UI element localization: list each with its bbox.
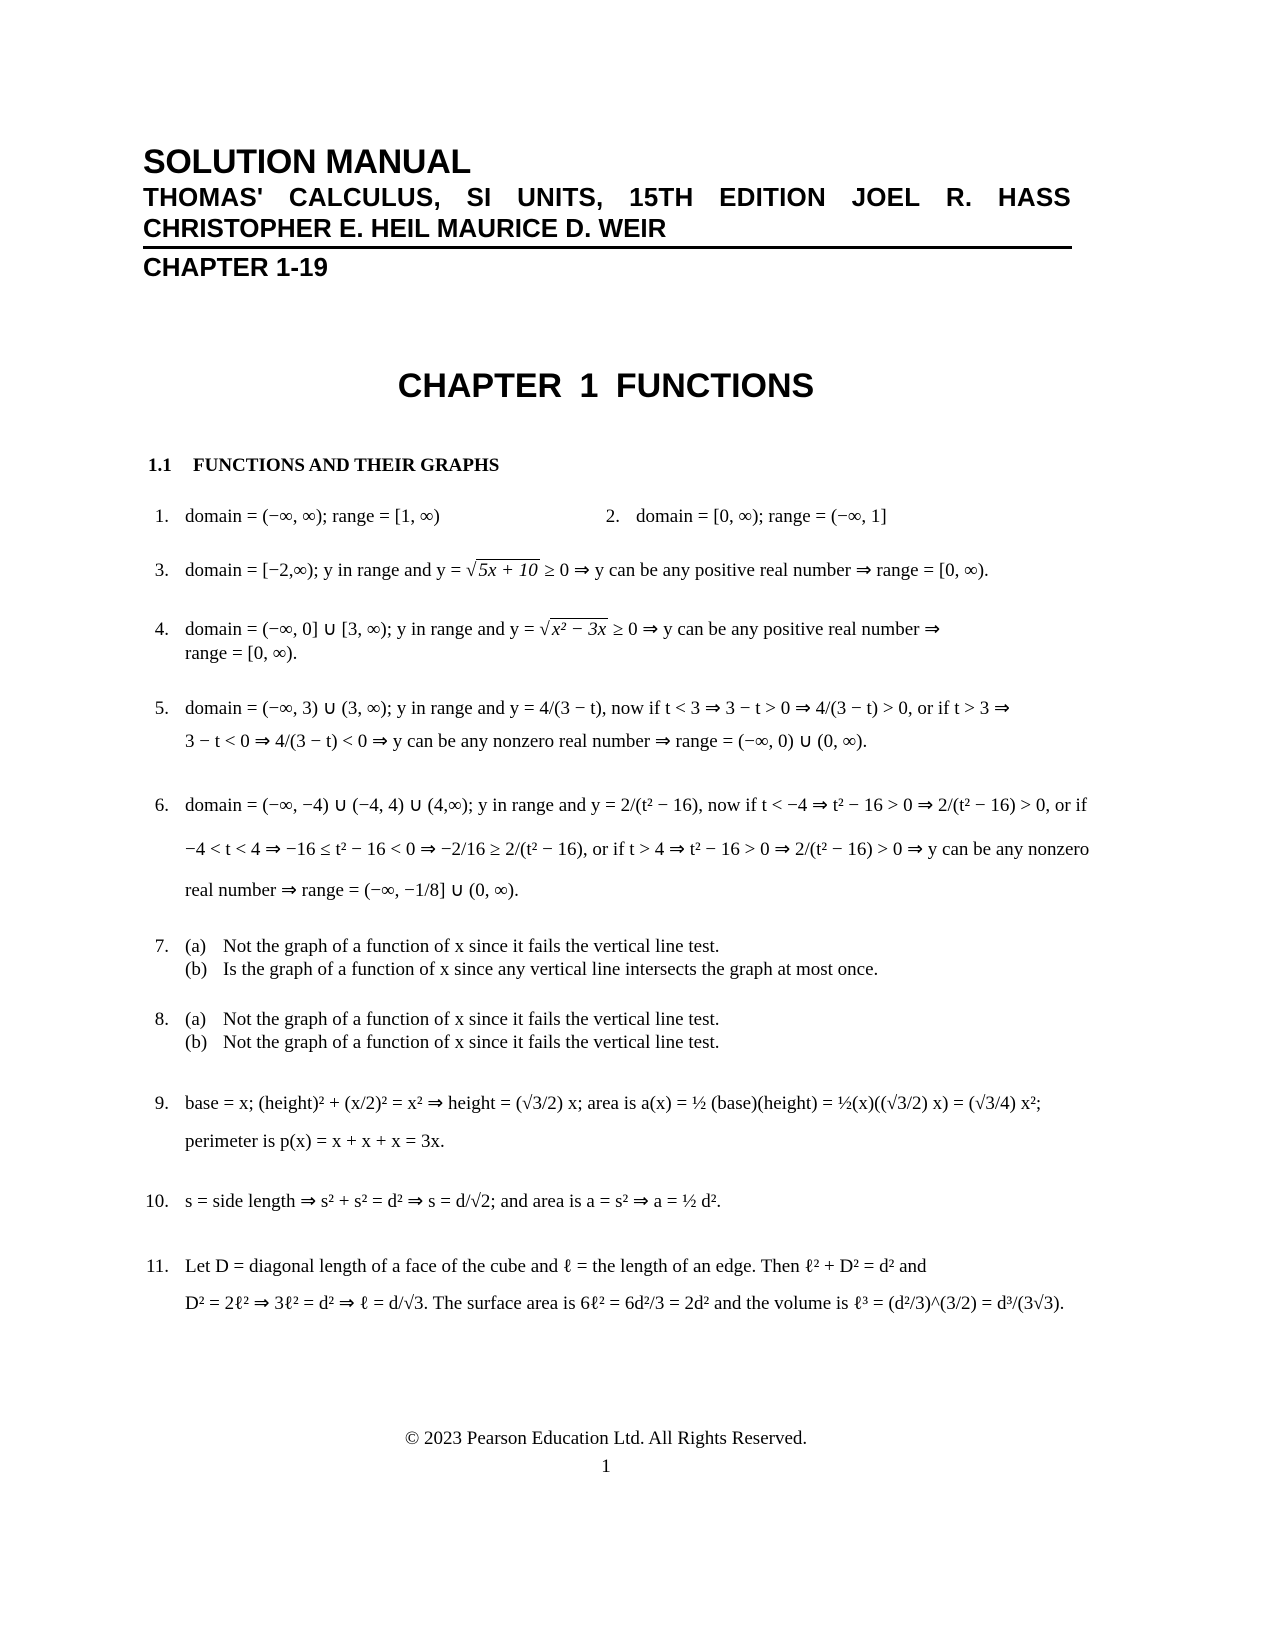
part-a [185,935,720,959]
item-text: domain = (−∞, 0] ∪ [3, ∞); y in range and y = √ x² − 3x ≥ 0 ⇒ y can be any positive real number ⇒ [185,619,941,640]
part-label: (b) [185,959,208,980]
text-part: domain = [−2,∞); y in range and y = [185,560,467,581]
title-word: SI [466,182,492,212]
part-b [185,1031,720,1055]
title-word: HASS [997,182,1071,212]
item-text: domain = (−∞, 3) ∪ (3, ∞); y in range and y = 4/(3 − t), now if t < 3 ⇒ 3 − t > 0 ⇒ 4/(3 − t) > 0, or if t > 3 ⇒ [185,698,1010,719]
item-number: 3. [154,560,169,581]
item-text-continued: range = [0, ∞). [185,643,298,664]
part-text: Not the graph of a function of x since it fails the vertical line test. [223,1032,720,1053]
text-part: ≥ 0 ⇒ y can be any positive real number ⇒ [608,619,941,640]
header-rule [143,246,1072,249]
part-a [185,1008,720,1032]
item-text: domain = [0, ∞); range = (−∞, 1] [636,506,887,527]
item-number: 8. [154,1009,169,1030]
title-word: UNITS, [517,182,604,212]
title-word: THOMAS' [143,182,264,212]
item-text: Let D = diagonal length of a face of the cube and ℓ = the length of an edge. Then ℓ² + D² = d² and [185,1256,927,1277]
item-text-continued: 3 − t < 0 ⇒ 4/(3 − t) < 0 ⇒ y can be any nonzero real number ⇒ range = (−∞, 0) ∪ (0, ∞). [185,731,868,752]
title-word: EDITION [719,182,826,212]
title-word: 15TH [629,182,694,212]
item-number: 4. [154,619,169,640]
item-number: 7. [154,936,169,957]
item-number: 11. [145,1256,169,1277]
page-number: 1 [601,1456,611,1477]
document-title: SOLUTION MANUAL [143,143,471,181]
item-text: domain = [−2,∞); y in range and y = √ 5x + 10 ≥ 0 ⇒ y can be any positive real number ⇒ range = [0, ∞). [185,560,989,581]
item-text: s = side length ⇒ s² + s² = d² ⇒ s = d/√2; and area is a = s² ⇒ a = ½ d². [185,1191,722,1212]
item-text-continued: D² = 2ℓ² ⇒ 3ℓ² = d² ⇒ ℓ = d/√3. The surface area is 6ℓ² = 6d²/3 = 2d² and the volume is ℓ³ = (d²/3)^(3/2) = d³/(3√3). [185,1293,1065,1314]
text-part: domain = (−∞, 0] ∪ [3, ∞); y in range and y = [185,619,540,640]
item-number: 6. [154,795,169,816]
item-number: 9. [154,1093,169,1114]
book-title-line [143,182,1071,213]
title-word: R. [945,182,973,212]
copyright-notice: © 2023 Pearson Education Ltd. All Rights Reserved. [404,1428,808,1449]
chapter-heading: CHAPTER 1 FUNCTIONS [397,367,815,405]
part-text: Not the graph of a function of x since it fails the vertical line test. [223,936,720,957]
section-heading [148,455,499,477]
title-word: CALCULUS, [288,182,441,212]
item-text: base = x; (height)² + (x/2)² = x² ⇒ height = (√3/2) x; area is a(x) = ½ (base)(height) = ½(x)((√3/2) x) = (√3/4) x²; [185,1093,1042,1114]
item-text: domain = (−∞, −4) ∪ (−4, 4) ∪ (4,∞); y in range and y = 2/(t² − 16), now if t < −4 ⇒ t² − 16 > 0 ⇒ 2/(t² − 16) > 0, or if [185,795,1088,816]
part-b [185,958,878,982]
radicand: 5x + 10 [478,560,538,581]
item-number: 10. [145,1191,169,1212]
item-text-continued: real number ⇒ range = (−∞, −1/8] ∪ (0, ∞). [185,880,519,901]
item-number: 1. [154,506,169,527]
part-text: Is the graph of a function of x since any vertical line intersects the graph at most once. [223,959,879,980]
item-number: 2. [605,506,620,527]
section-number: 1.1 [148,455,172,476]
section-title: FUNCTIONS AND THEIR GRAPHS [193,455,500,476]
text-part: ≥ 0 ⇒ y can be any positive real number ⇒ range = [0, ∞). [539,560,989,581]
part-label: (a) [185,936,207,957]
item-text-continued: −4 < t < 4 ⇒ −16 ≤ t² − 16 < 0 ⇒ −2/16 ≥ 2/(t² − 16), or if t > 4 ⇒ t² − 16 > 0 ⇒ 2/(t² − 16) > 0 ⇒ y can be any nonzero [185,839,1090,860]
part-label: (b) [185,1032,208,1053]
radicand: x² − 3x [551,619,607,640]
item-text: domain = (−∞, ∞); range = [1, ∞) [185,506,440,527]
part-text: Not the graph of a function of x since it fails the vertical line test. [223,1009,720,1030]
item-text-continued: perimeter is p(x) = x + x + x = 3x. [185,1131,445,1152]
title-word: JOEL [851,182,921,212]
part-label: (a) [185,1009,207,1030]
chapter-range: CHAPTER 1-19 [143,252,328,282]
authors-line: CHRISTOPHER E. HEIL MAURICE D. WEIR [143,213,667,243]
item-number: 5. [154,698,169,719]
